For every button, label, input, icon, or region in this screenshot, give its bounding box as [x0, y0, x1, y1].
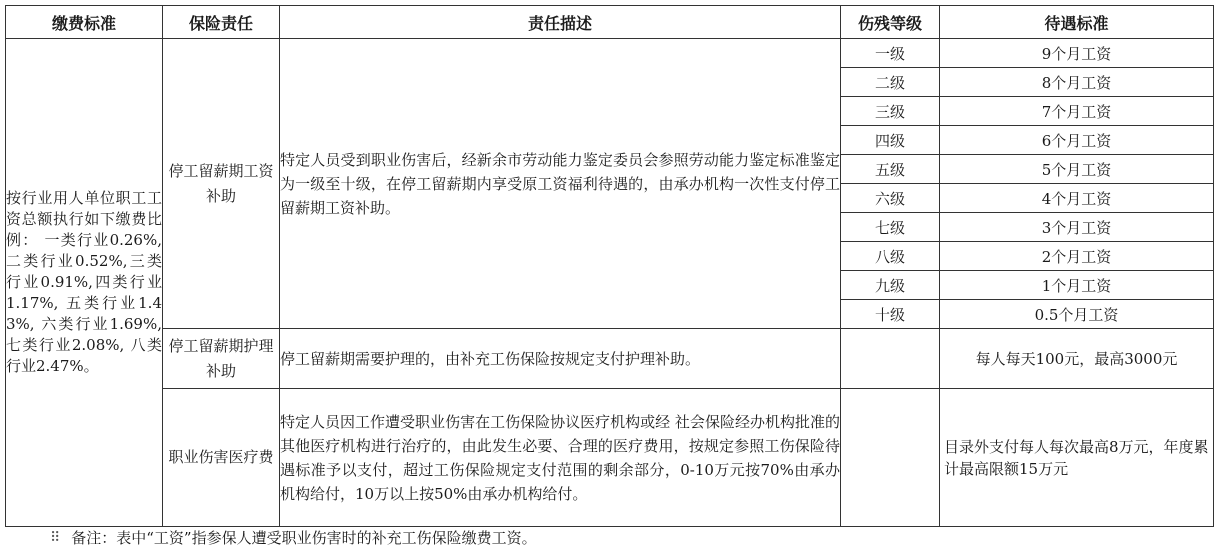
header-disability-grade: 伤残等级 [841, 6, 940, 39]
header-row [6, 6, 1214, 39]
fee-standard-cell: 按行业用人单位职工工资总额执行如下缴费比例： 一类行业0.26%,二类行业0.52%,三类行业0.91%,四类行业1.17%, 五类行业1.43%, 六类行业1.69%, 七类行业2.08%, 八类行业2.47%。 [6, 39, 163, 527]
grade-cell: 一级 [841, 39, 940, 68]
grade-cell: 九级 [841, 271, 940, 300]
dots-icon: ⠿ [50, 529, 62, 546]
standard-cell: 6个月工资 [940, 126, 1214, 155]
grade-cell: 五级 [841, 155, 940, 184]
standard-nursing: 每人每天100元，最高3000元 [940, 329, 1214, 389]
table-row [6, 39, 1214, 68]
footnote-text: 备注：表中“工资”指参保人遭受职业伤害时的补充工伤保险缴费工资。 [71, 529, 537, 547]
standard-cell: 7个月工资 [940, 97, 1214, 126]
description-wage-subsidy: 特定人员受到职业伤害后，经新余市劳动能力鉴定委员会参照劳动能力鉴定标准鉴定为一级至十级，在停工留薪期内享受原工资福利待遇的，由承办机构一次性支付停工留薪期工资补助。 [280, 39, 841, 329]
responsibility-nursing-subsidy: 停工留薪期护理补助 [163, 329, 280, 389]
grade-cell: 七级 [841, 213, 940, 242]
responsibility-wage-subsidy: 停工留薪期工资补助 [163, 39, 280, 329]
grade-cell: 六级 [841, 184, 940, 213]
header-fee-standard: 缴费标准 [6, 6, 163, 39]
header-description: 责任描述 [280, 6, 841, 39]
standard-cell: 9个月工资 [940, 39, 1214, 68]
insurance-table [5, 5, 1214, 527]
grade-cell: 四级 [841, 126, 940, 155]
header-benefit-standard: 待遇标准 [940, 6, 1214, 39]
footnote [50, 527, 537, 548]
grade-cell: 十级 [841, 300, 940, 329]
standard-cell: 1个月工资 [940, 271, 1214, 300]
grade-cell: 二级 [841, 68, 940, 97]
grade-cell: 八级 [841, 242, 940, 271]
standard-medical: 目录外支付每人每次最高8万元，年度累计最高限额15万元 [940, 389, 1214, 527]
description-medical: 特定人员因工作遭受职业伤害在工伤保险协议医疗机构或经 社会保险经办机构批准的其他医疗机构进行治疗的，由此发生必要、合理的医疗费用，按规定参照工伤保险待遇标准予以支付，超过工伤保险规定支付范围的剩余部分，0-10万元按70%由承办机构给付，10万以上按50%由承办机构给付。 [280, 389, 841, 527]
standard-cell: 8个月工资 [940, 68, 1214, 97]
table-row [6, 389, 1214, 527]
standard-cell: 2个月工资 [940, 242, 1214, 271]
header-responsibility: 保险责任 [163, 6, 280, 39]
standard-cell: 0.5个月工资 [940, 300, 1214, 329]
description-nursing-subsidy: 停工留薪期需要护理的，由补充工伤保险按规定支付护理补助。 [280, 329, 841, 389]
responsibility-medical: 职业伤害医疗费 [163, 389, 280, 527]
standard-cell: 3个月工资 [940, 213, 1214, 242]
standard-cell: 5个月工资 [940, 155, 1214, 184]
grade-cell: 三级 [841, 97, 940, 126]
table-row [6, 329, 1214, 389]
standard-cell: 4个月工资 [940, 184, 1214, 213]
grade-cell-empty [841, 329, 940, 389]
grade-cell-empty [841, 389, 940, 527]
